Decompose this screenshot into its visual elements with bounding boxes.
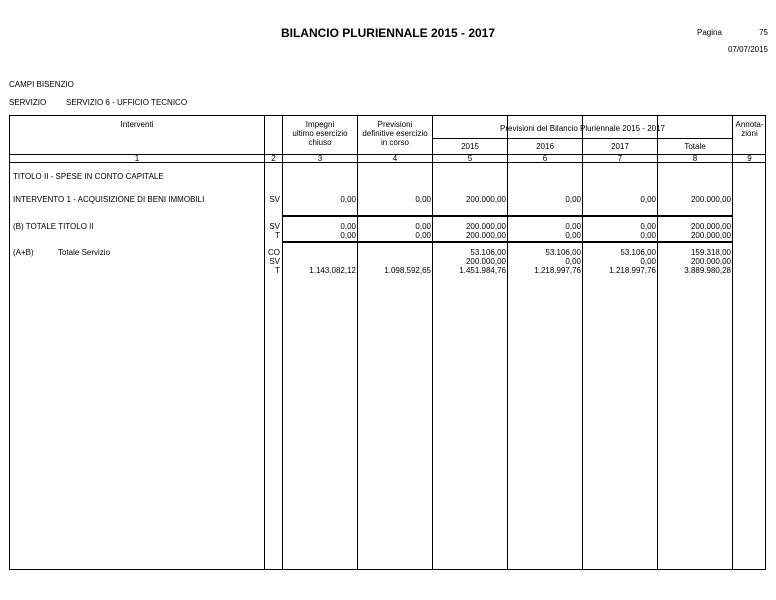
header-2017: 2017 [611, 142, 629, 151]
subtotal-rule-2 [282, 241, 732, 243]
col-number-2: 2 [271, 154, 276, 163]
intervento-code: SV [269, 195, 280, 204]
col-divider-2 [282, 115, 283, 570]
totale-titolo-totale: 200.000,00 200.000,00 [690, 222, 731, 240]
totale-titolo-previsioni: 0,00 0,00 [415, 222, 431, 240]
report-date: 07/07/2015 [727, 45, 768, 54]
header-annotazioni: Annota- zioni [735, 120, 764, 138]
totale-servizio-2017: 53.106,00 0,00 1.218.997,76 [609, 248, 656, 275]
intervento-totale: 200.000,00 [690, 195, 731, 204]
totale-servizio-codes: CO SV T [268, 248, 280, 275]
totale-servizio-totale: 159.318,00 200.000,00 3.889.980,28 [684, 248, 731, 275]
col-divider-5 [507, 115, 508, 570]
intervento-2016: 0,00 [565, 195, 581, 204]
servizio-label: SERVIZIO [9, 98, 47, 107]
header-2016: 2016 [536, 142, 554, 151]
totale-servizio-previsioni: 1.098.592,65 [384, 266, 431, 275]
intervento-label: INTERVENTO 1 - ACQUISIZIONE DI BENI IMMOBILI [13, 195, 205, 204]
totale-titolo-2017: 0,00 0,00 [640, 222, 656, 240]
col-divider-1 [264, 115, 265, 570]
totale-titolo-2015: 200.000,00 200.000,00 [465, 222, 506, 240]
header-impegni: Impegni ultimo esercizio chiuso [292, 120, 348, 147]
totale-titolo-impegni: 0,00 0,00 [340, 222, 356, 240]
col-number-1: 1 [134, 154, 140, 163]
header-previsioni-bilancio: Previsioni del Bilancio Pluriennale 2015 - 2017 [500, 124, 665, 133]
titolo-label: TITOLO II - SPESE IN CONTO CAPITALE [13, 172, 164, 181]
table-frame [9, 115, 766, 570]
totale-servizio-prefix: (A+B) [13, 248, 34, 257]
page-number: 75 [759, 28, 768, 37]
col-number-9: 9 [747, 154, 752, 163]
totale-servizio-label: Totale Servizio [58, 248, 111, 257]
totale-servizio-2016: 53.106,00 0,00 1.218.997,76 [534, 248, 581, 275]
servizio-value: SERVIZIO 6 - UFFICIO TECNICO [66, 98, 188, 107]
col-number-6: 6 [542, 154, 548, 163]
totale-servizio-2015: 53.106,00 200.000,00 1.451.984,76 [459, 248, 506, 275]
totale-servizio-impegni: 1.143.082,12 [309, 266, 356, 275]
col-number-5: 5 [467, 154, 473, 163]
col-number-8: 8 [692, 154, 698, 163]
col-divider-4 [432, 115, 433, 570]
header-totale: Totale [684, 142, 706, 151]
totale-titolo-label: (B) TOTALE TITOLO II [13, 222, 94, 231]
col-number-3: 3 [317, 154, 323, 163]
report-title: BILANCIO PLURIENNALE 2015 - 2017 [280, 26, 496, 40]
totale-titolo-codes: SV T [269, 222, 280, 240]
header-subdivider [432, 138, 732, 139]
totale-titolo-2016: 0,00 0,00 [565, 222, 581, 240]
ente-name: CAMPI BISENZIO [9, 80, 74, 89]
col-divider-3 [357, 115, 358, 570]
intervento-2017: 0,00 [640, 195, 656, 204]
col-number-4: 4 [392, 154, 398, 163]
header-interventi: Interventi [120, 120, 154, 129]
intervento-impegni: 0,00 [340, 195, 356, 204]
header-previsioni-definitive: Previsioni definitive esercizio in corso [362, 120, 428, 147]
col-number-7: 7 [617, 154, 623, 163]
col-divider-8 [732, 115, 733, 570]
subtotal-rule-1 [282, 215, 732, 217]
intervento-previsioni: 0,00 [415, 195, 431, 204]
header-2015: 2015 [461, 142, 479, 151]
page-label: Pagina [697, 28, 722, 37]
col-divider-6 [582, 115, 583, 570]
intervento-2015: 200.000,00 [465, 195, 506, 204]
col-divider-7 [657, 115, 658, 570]
